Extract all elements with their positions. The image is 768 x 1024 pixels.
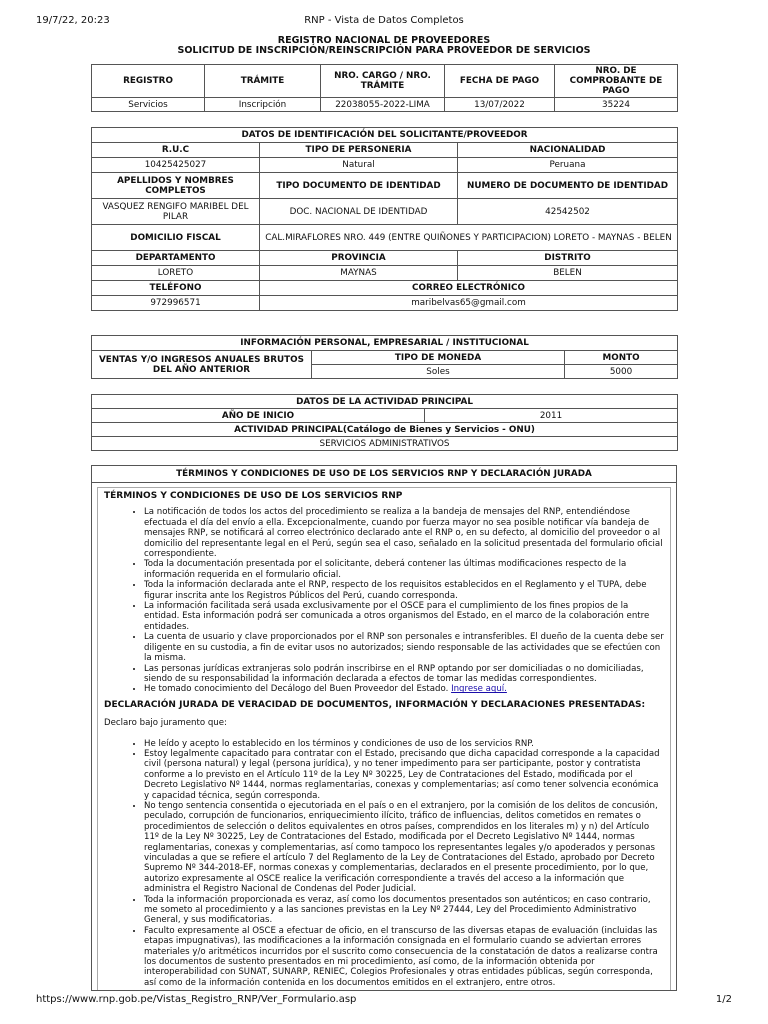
info-header-ventas: VENTAS Y/O INGRESOS ANUALES BRUTOS DEL AÑO ANTERIOR <box>92 351 312 379</box>
summary-table <box>91 64 678 112</box>
declaracion-item: • Faculto expresamente al OSCE a efectuar de oficio, en el transcurso de las diversas etapas de evaluación (incluidas las etapas impugnativas), las modificaciones a la información consignada en el formulario cuando se adviertan errores materiales y/o aritméticos incurridos por el suscrito como consecuencia de la constatación de datos a realizarse contra los documentos de sustento presentados en mi procedimiento, así como, de la información obtenida por interoperabilidad con SUNAT, SUNARP, RENIEC, Colegios Profesionales y otras entidades públicas, según corresponda, así como de la información contenida en los documentos emitidos en el extranjero, entre otros. <box>144 926 664 988</box>
info-header-moneda: TIPO DE MONEDA <box>312 351 565 365</box>
summary-header-registro: REGISTRO <box>92 65 205 98</box>
summary-value-fecha-pago: 13/07/2022 <box>445 98 555 112</box>
decalogo-link[interactable]: Ingrese aquí. <box>451 684 507 695</box>
terms-item: • Toda la información declarada ante el RNP, respecto de los requisitos establecidos en el Reglamento y el TUPA, debe figurar inscrita ante los Registros Públicos del Perú, cuando corresponda. <box>144 580 664 601</box>
ident-telefono: 972996571 <box>92 296 260 311</box>
ident-header-tipo-documento: TIPO DOCUMENTO DE IDENTIDAD <box>260 173 458 199</box>
terms-section <box>91 465 677 991</box>
ident-table <box>91 127 678 311</box>
print-page-number: 1/2 <box>715 994 732 1005</box>
print-footer <box>0 994 768 1008</box>
actividad-table <box>91 394 678 451</box>
print-page-title: RNP - Vista de Datos Completos <box>304 15 464 26</box>
ident-domicilio: CAL.MIRAFLORES NRO. 449 (ENTRE QUIÑONES Y PARTICIPACION) LORETO - MAYNAS - BELEN <box>260 225 678 251</box>
doc-subtitle: SOLICITUD DE INSCRIPCIÓN/REINSCRIPCIÓN PARA PROVEEDOR DE SERVICIOS <box>177 45 591 56</box>
terms-item-decalogo <box>144 684 664 694</box>
ident-nacionalidad: Peruana <box>458 158 678 173</box>
actividad-anio: 2011 <box>425 409 678 423</box>
ident-header-domicilio: DOMICILIO FISCAL <box>92 225 260 251</box>
info-table <box>91 335 678 379</box>
actividad-section-title: DATOS DE LA ACTIVIDAD PRINCIPAL <box>92 395 678 409</box>
ident-header-nombres: APELLIDOS Y NOMBRES COMPLETOS <box>92 173 260 199</box>
summary-header-tramite: TRÁMITE <box>205 65 321 98</box>
terms-item: • Toda la documentación presentada por el solicitante, deberá contener las últimas modificaciones respecto de la información requerida en el formulario oficial. <box>144 559 664 580</box>
ident-header-telefono: TELÉFONO <box>92 281 260 296</box>
terms-item: • Las personas jurídicas extranjeras solo podrán inscribirse en el RNP optando por ser domiciliadas o no domiciliadas, siendo de su responsabilidad la información declarada a efectos de tomar las medidas correspondientes. <box>144 664 664 685</box>
declaracion-heading: DECLARACIÓN JURADA DE VERACIDAD DE DOCUMENTOS, INFORMACIÓN Y DECLARACIONES PRESENTADAS: <box>104 699 646 710</box>
declaracion-intro: Declaro bajo juramento que: <box>104 718 227 729</box>
declaracion-item: • He leído y acepto lo establecido en los términos y condiciones de uso de los servicios RNP. <box>144 739 664 749</box>
doc-title: REGISTRO NACIONAL DE PROVEEDORES <box>277 35 491 46</box>
ident-tipo-personeria: Natural <box>260 158 458 173</box>
summary-header-nro-cargo: NRO. CARGO / NRO. TRÁMITE <box>321 65 445 98</box>
summary-value-tramite: Inscripción <box>205 98 321 112</box>
summary-value-nro-cargo: 22038055-2022-LIMA <box>321 98 445 112</box>
ident-header-tipo-personeria: TIPO DE PERSONERIA <box>260 143 458 158</box>
info-section-title: INFORMACIÓN PERSONAL, EMPRESARIAL / INSTITUCIONAL <box>92 336 678 351</box>
ident-header-correo: CORREO ELECTRÓNICO <box>260 281 678 296</box>
ident-distrito: BELEN <box>458 266 678 281</box>
info-moneda: Soles <box>312 365 565 379</box>
ident-header-departamento: DEPARTAMENTO <box>92 251 260 266</box>
print-url: https://www.rnp.gob.pe/Vistas_Registro_RNP/Ver_Formulario.asp <box>36 994 357 1005</box>
info-header-monto: MONTO <box>565 351 678 365</box>
actividad-header-anio: AÑO DE INICIO <box>92 409 425 423</box>
print-datetime: 19/7/22, 20:23 <box>36 15 110 26</box>
print-header <box>0 15 768 29</box>
declaracion-item: • No tengo sentencia consentida o ejecutoriada en el país o en el extranjero, por la comisión de los delitos de concusión, peculado, corrupción de funcionarios, enriquecimiento ilícito, tráfico de influencias, delitos cometidos en remates o procedimientos de selección o delitos equivalentes en otros países, comprendidos en los literales m) y n) del Artículo 11º de la Ley Nº 30225, Ley de Contrataciones del Estado, modificada por el Decreto Legislativo Nº 1444, normas reglamentarias, conexas y complementarias, así como tampoco los representantes legales y/o apoderados y personas vinculadas a que se refiere el artículo 7 del Reglamento de la Ley de Contrataciones del Estado, aprobado por Decreto Supremo Nº 344-2018-EF, normas conexas y complementarias, declarados en el presente procedimiento, por lo que, autorizo expresamente al OSCE realice la verificación correspondiente a través del acceso a la información que administra el Registro Nacional de Condenas del Poder Judicial. <box>144 801 664 895</box>
info-monto: 5000 <box>565 365 678 379</box>
ident-header-numero-documento: NUMERO DE DOCUMENTO DE IDENTIDAD <box>458 173 678 199</box>
actividad-header-principal: ACTIVIDAD PRINCIPAL(Catálogo de Bienes y Servicios - ONU) <box>92 423 678 437</box>
ident-tipo-documento: DOC. NACIONAL DE IDENTIDAD <box>260 199 458 225</box>
ident-numero-documento: 42542502 <box>458 199 678 225</box>
terms-item: • La notificación de todos los actos del procedimiento se realiza a la bandeja de mensajes del RNP, entendiéndose efectuada el día del envío a ella. Excepcionalmente, cuando por fuerza mayor no sea posible notificar vía bandeja de mensajes RNP, se notificará al correo electrónico declarado ante el RNP o, en su defecto, al domicilio del proveedor o al domicilio del representante legal en el Perú, según sea el caso, señalado en la solicitud presentada del formulario oficial correspondiente. <box>144 507 664 559</box>
decalogo-text: He tomado conocimiento del Decálogo del Buen Proveedor del Estado. <box>144 684 449 695</box>
ident-header-provincia: PROVINCIA <box>260 251 458 266</box>
summary-value-registro: Servicios <box>92 98 205 112</box>
terms-box <box>97 487 671 990</box>
terms-item: • La cuenta de usuario y clave proporcionados por el RNP son personales e intransferibles. El dueño de la cuenta debe ser diligente en su custodia, a fin de evitar usos no autorizados; siendo responsable de las actividades que se efectúen con la misma. <box>144 632 664 663</box>
ident-header-distrito: DISTRITO <box>458 251 678 266</box>
declaracion-list <box>104 739 664 989</box>
ident-ruc: 10425425027 <box>92 158 260 173</box>
ident-header-ruc: R.U.C <box>92 143 260 158</box>
ident-nombres: VASQUEZ RENGIFO MARIBEL DEL PILAR <box>92 199 260 225</box>
ident-provincia: MAYNAS <box>260 266 458 281</box>
terms-heading: TÉRMINOS Y CONDICIONES DE USO DE LOS SERVICIOS RNP <box>104 491 403 501</box>
summary-value-comprobante: 35224 <box>555 98 678 112</box>
declaracion-item: • Estoy legalmente capacitado para contratar con el Estado, precisando que dicha capacidad corresponde a la capacidad civil (persona natural) y legal (persona jurídica), y no tener impedimento para ser participante, postor y contratista conforme a lo previsto en el Artículo 11º de la Ley Nº 30225, Ley de Contrataciones del Estado, modificada por el Decreto Legislativo Nº 1444, normas reglamentarias, conexas y complementarias; así como tener solvencia económica y capacidad técnica, según corresponda. <box>144 749 664 801</box>
actividad-principal: SERVICIOS ADMINISTRATIVOS <box>92 437 678 451</box>
terms-list <box>104 507 664 694</box>
ident-correo: maribelvas65@gmail.com <box>260 296 678 311</box>
ident-section-title: DATOS DE IDENTIFICACIÓN DEL SOLICITANTE/PROVEEDOR <box>92 128 678 143</box>
terms-item: • La información facilitada será usada exclusivamente por el OSCE para el cumplimiento de los fines propios de la entidad. Esta información podrá ser comunicada a otros organismos del Estado, en el marco de la colaboración entre entidades. <box>144 601 664 632</box>
declaracion-item: • Toda la información proporcionada es veraz, así como los documentos presentados son auténticos; en caso contrario, me someto al procedimiento y a las sanciones previstas en la Ley Nº 27444, Ley del Procedimiento Administrativo General, y sus modificatorias. <box>144 895 664 926</box>
terms-section-title: TÉRMINOS Y CONDICIONES DE USO DE LOS SERVICIOS RNP Y DECLARACIÓN JURADA <box>92 466 676 483</box>
summary-header-comprobante: NRO. DE COMPROBANTE DE PAGO <box>555 65 678 98</box>
ident-header-nacionalidad: NACIONALIDAD <box>458 143 678 158</box>
ident-departamento: LORETO <box>92 266 260 281</box>
summary-header-fecha-pago: FECHA DE PAGO <box>445 65 555 98</box>
